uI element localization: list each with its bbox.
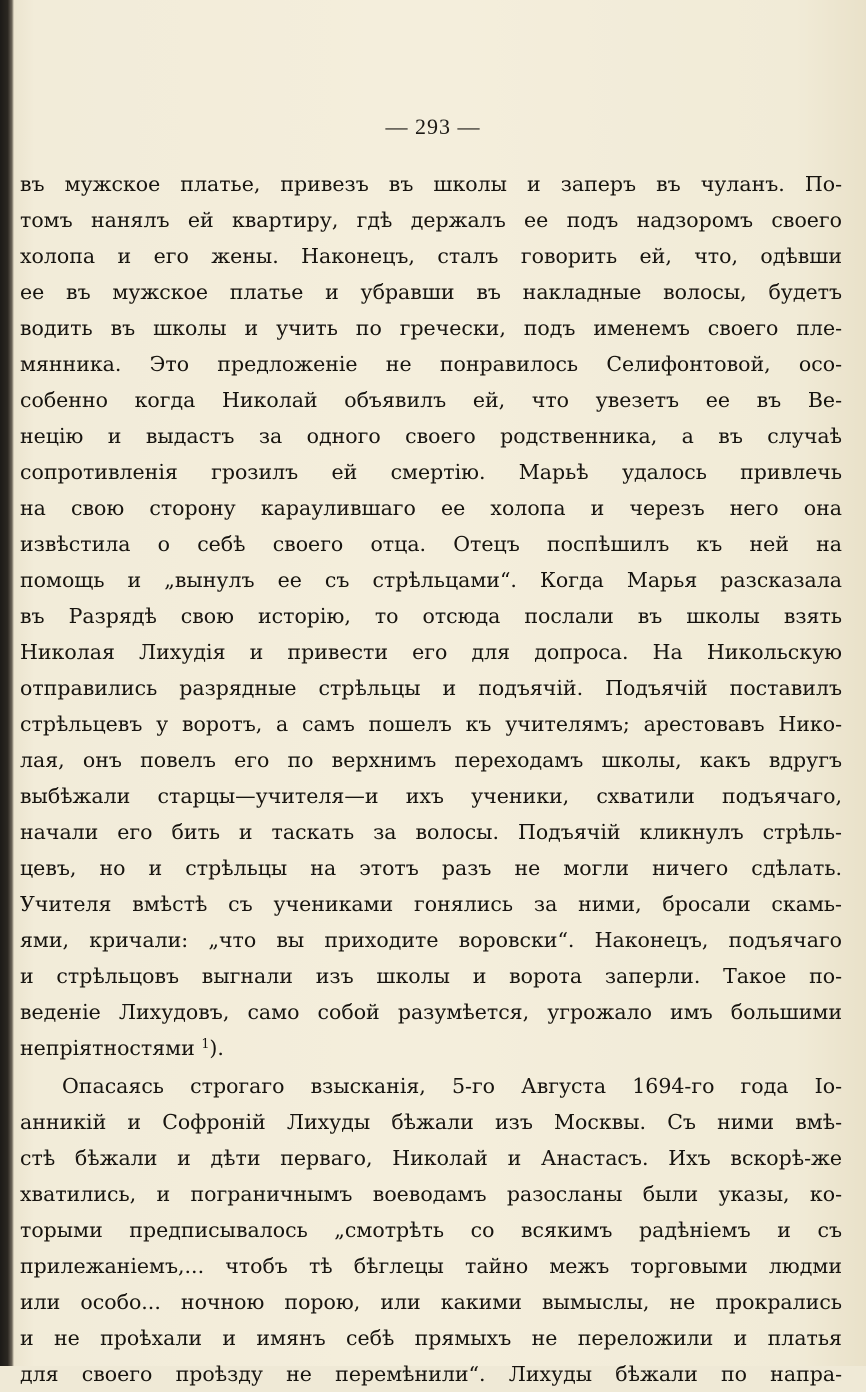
text-line: нецію и выдастъ за одного своего родственника, а въ случаѣ <box>20 424 842 448</box>
text-line-tail: ). <box>209 1036 224 1060</box>
text-line: водить въ школы и учить по гречески, подъ именемъ своего пле- <box>20 316 842 340</box>
text-line: собенно когда Николай объявилъ ей, что увезетъ ее въ Ве- <box>20 388 842 412</box>
text-line: отправились разрядные стрѣльцы и подъячій. Подъячій поставилъ <box>20 676 842 700</box>
text-line: помощь и „вынулъ ее съ стрѣльцами“. Когда Марья разсказала <box>20 568 842 592</box>
text-line: томъ нанялъ ей квартиру, гдѣ держалъ ее подъ надзоромъ своего <box>20 208 842 232</box>
book-binding-edge <box>0 0 14 1366</box>
text-line: мянника. Это предложеніе не понравилось Селифонтовой, осо- <box>20 352 842 376</box>
text-line: въ Разрядѣ свою исторію, то отсюда послали въ школы взять <box>20 604 842 628</box>
footnote-reference: 1 <box>201 1036 210 1052</box>
text-line: ями, кричали: „что вы приходите воровски“. Наконецъ, подъячаго <box>20 928 842 952</box>
text-line: торыми предписывалось „смотрѣть со всякимъ радѣніемъ и съ <box>20 1218 842 1242</box>
text-line: анникій и Софроній Лихуды бѣжали изъ Москвы. Съ ними вмѣ- <box>20 1110 842 1134</box>
text-line-with-footnote <box>20 1030 842 1066</box>
text-line: въ мужское платье, привезъ въ школы и заперъ въ чуланъ. По- <box>20 172 842 196</box>
text-line: цевъ, но и стрѣльцы на этотъ разъ не могли ничего сдѣлать. <box>20 856 842 880</box>
text-line: начали его бить и таскать за волосы. Подъячій кликнулъ стрѣль- <box>20 820 842 844</box>
text-line: для своего проѣзду не перемѣнили“. Лихуды бѣжали по напра- <box>20 1362 842 1386</box>
text-line: Опасаясь строгаго взысканія, 5-го Августа 1694-го года Іо- <box>62 1074 842 1098</box>
text-line: холопа и его жены. Наконецъ, сталъ говорить ей, что, одѣвши <box>20 244 842 268</box>
text-line: и не проѣхали и имянъ себѣ прямыхъ не переложили и платья <box>20 1326 842 1350</box>
page-number: — 293 — <box>385 114 481 139</box>
text-line: стрѣльцевъ у воротъ, а самъ пошелъ къ учителямъ; арестовавъ Нико- <box>20 712 842 736</box>
text-line: извѣстила о себѣ своего отца. Отецъ поспѣшилъ къ ней на <box>20 532 842 556</box>
text-line: лая, онъ повелъ его по верхнимъ переходамъ школы, какъ вдругъ <box>20 748 842 772</box>
text-line: стѣ бѣжали и дѣти перваго, Николай и Анастасъ. Ихъ вскорѣ-же <box>20 1146 842 1170</box>
text-line: или особо... ночною порою, или какими вымыслы, не прокрались <box>20 1290 842 1314</box>
text-line: выбѣжали старцы—учителя—и ихъ ученики, схватили подъячаго, <box>20 784 842 808</box>
text-line: прилежаніемъ,... чтобъ тѣ бѣглецы тайно межъ торговыми людми <box>20 1254 842 1278</box>
text-line: и стрѣльцовъ выгнали изъ школы и ворота заперли. Такое по- <box>20 964 842 988</box>
text-line: Учителя вмѣстѣ съ учениками гонялись за ними, бросали скамь- <box>20 892 842 916</box>
text-line: ее въ мужское платье и убравши въ накладные волосы, будетъ <box>20 280 842 304</box>
text-line: сопротивленія грозилъ ей смертію. Марьѣ удалось привлечь <box>20 460 842 484</box>
text-line: хватились, и пограничнымъ воеводамъ разосланы были указы, ко- <box>20 1182 842 1206</box>
text-line: Николая Лихудія и привести его для допроса. На Никольскую <box>20 640 842 664</box>
text-line-content: непріятностями <box>20 1036 195 1060</box>
text-line: веденіе Лихудовъ, само собой разумѣется, угрожало имъ большими <box>20 1000 842 1024</box>
text-line: на свою сторону караулившаго ее холопа и черезъ него она <box>20 496 842 520</box>
